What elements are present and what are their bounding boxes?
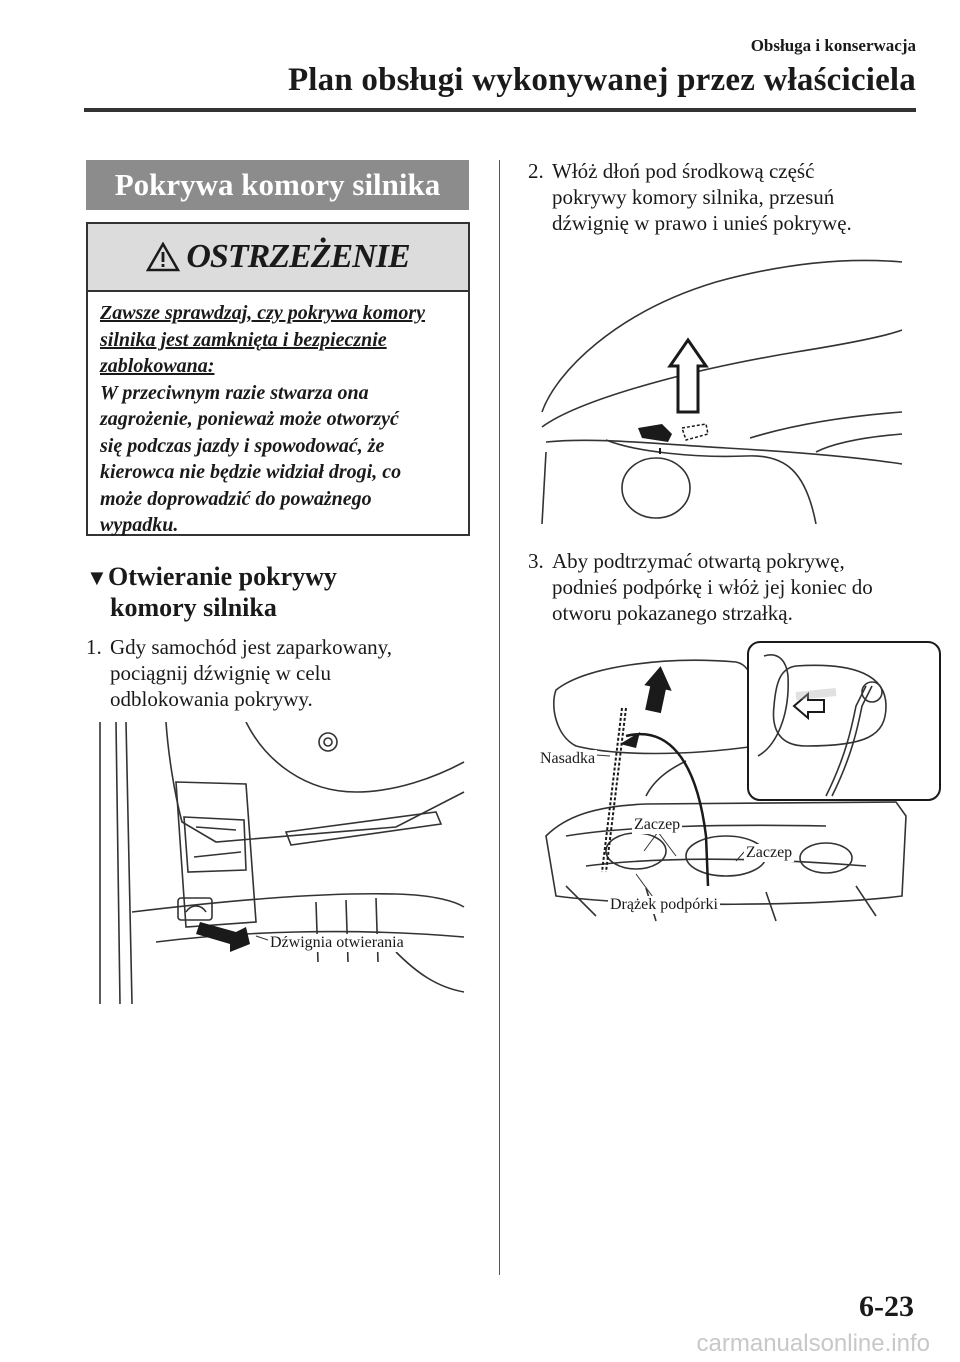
step-number: 2. [528, 159, 544, 183]
subsection-title-line1: Otwieranie pokrywy [108, 562, 337, 591]
subsection-marker-icon: ▼ [86, 565, 108, 590]
step-text [86, 634, 486, 712]
warning-underlined-line: silnika jest zamknięta i bezpiecznie [100, 328, 387, 351]
column-divider [499, 160, 500, 1275]
warning-line: kierowca nie będzie widział drogi, co [100, 461, 402, 483]
warning-line: W przeciwnym razie stwarza ona [100, 381, 369, 404]
step-1 [86, 634, 486, 712]
page-title: Plan obsługi wykonywanej przez właściciela [287, 62, 916, 98]
warning-body [88, 292, 468, 539]
step-number: 3. [528, 549, 544, 573]
figure-hood-support-rod [526, 636, 942, 926]
warning-underlined-line: zablokowana: [100, 355, 215, 377]
step-3 [528, 548, 928, 626]
warning-line: zagrożenie, ponieważ może otworzyć [100, 408, 399, 430]
warning-line: wypadku. [100, 514, 179, 536]
label-nasadka: Nasadka [540, 750, 596, 767]
label-drazek-podporki: Drążek podpórki [610, 896, 718, 913]
step-text [528, 158, 928, 236]
header-rule [84, 108, 916, 112]
hood-prop-illustration [526, 636, 942, 926]
warning-box [86, 222, 470, 536]
figure-hood-release-lever [96, 722, 468, 1004]
step-line: otworu pokazanego strzałką. [552, 601, 793, 625]
step-line: pociągnij dźwignię w celu [110, 661, 332, 685]
figure-hood-center-lever [536, 252, 908, 524]
warning-line: może doprowadzić do poważnego [100, 487, 372, 510]
subsection-title-line2: komory silnika [110, 593, 277, 622]
page-number: 6-23 [859, 1290, 914, 1323]
label-zaczep-left: Zaczep [634, 816, 681, 833]
hood-lever-illustration [96, 722, 468, 1004]
warning-underlined-line: Zawsze sprawdzaj, czy pokrywa komory [100, 302, 425, 324]
warning-triangle-icon [146, 242, 180, 272]
step-line: pokrywy komory silnika, przesuń [552, 185, 835, 209]
header-section-name: Obsługa i konserwacja [750, 36, 916, 55]
label-lever: Dźwignia otwierania [270, 934, 404, 951]
subsection-heading [86, 562, 337, 623]
hood-front-illustration [536, 252, 908, 524]
watermark: carmanualsonline.info [696, 1330, 930, 1357]
step-text [528, 548, 928, 626]
step-number: 1. [86, 635, 102, 659]
label-zaczep-right: Zaczep [746, 844, 793, 861]
warning-line: się podczas jazdy i spowodować, że [100, 434, 385, 457]
step-line: podnieś podpórkę i włóż jej koniec do [552, 575, 873, 599]
step-2 [528, 158, 928, 236]
warning-title: OSTRZEŻENIE [186, 238, 410, 275]
step-line: odblokowania pokrywy. [110, 687, 313, 711]
step-line: dźwignię w prawo i unieś pokrywę. [552, 211, 852, 235]
step-line: Aby podtrzymać otwartą pokrywę, [552, 549, 845, 573]
section-title: Pokrywa komory silnika [114, 167, 441, 202]
step-line: Włóż dłoń pod środkową część [552, 159, 815, 183]
warning-header [88, 224, 468, 292]
section-title-bar [86, 160, 469, 210]
step-line: Gdy samochód jest zaparkowany, [110, 635, 393, 659]
